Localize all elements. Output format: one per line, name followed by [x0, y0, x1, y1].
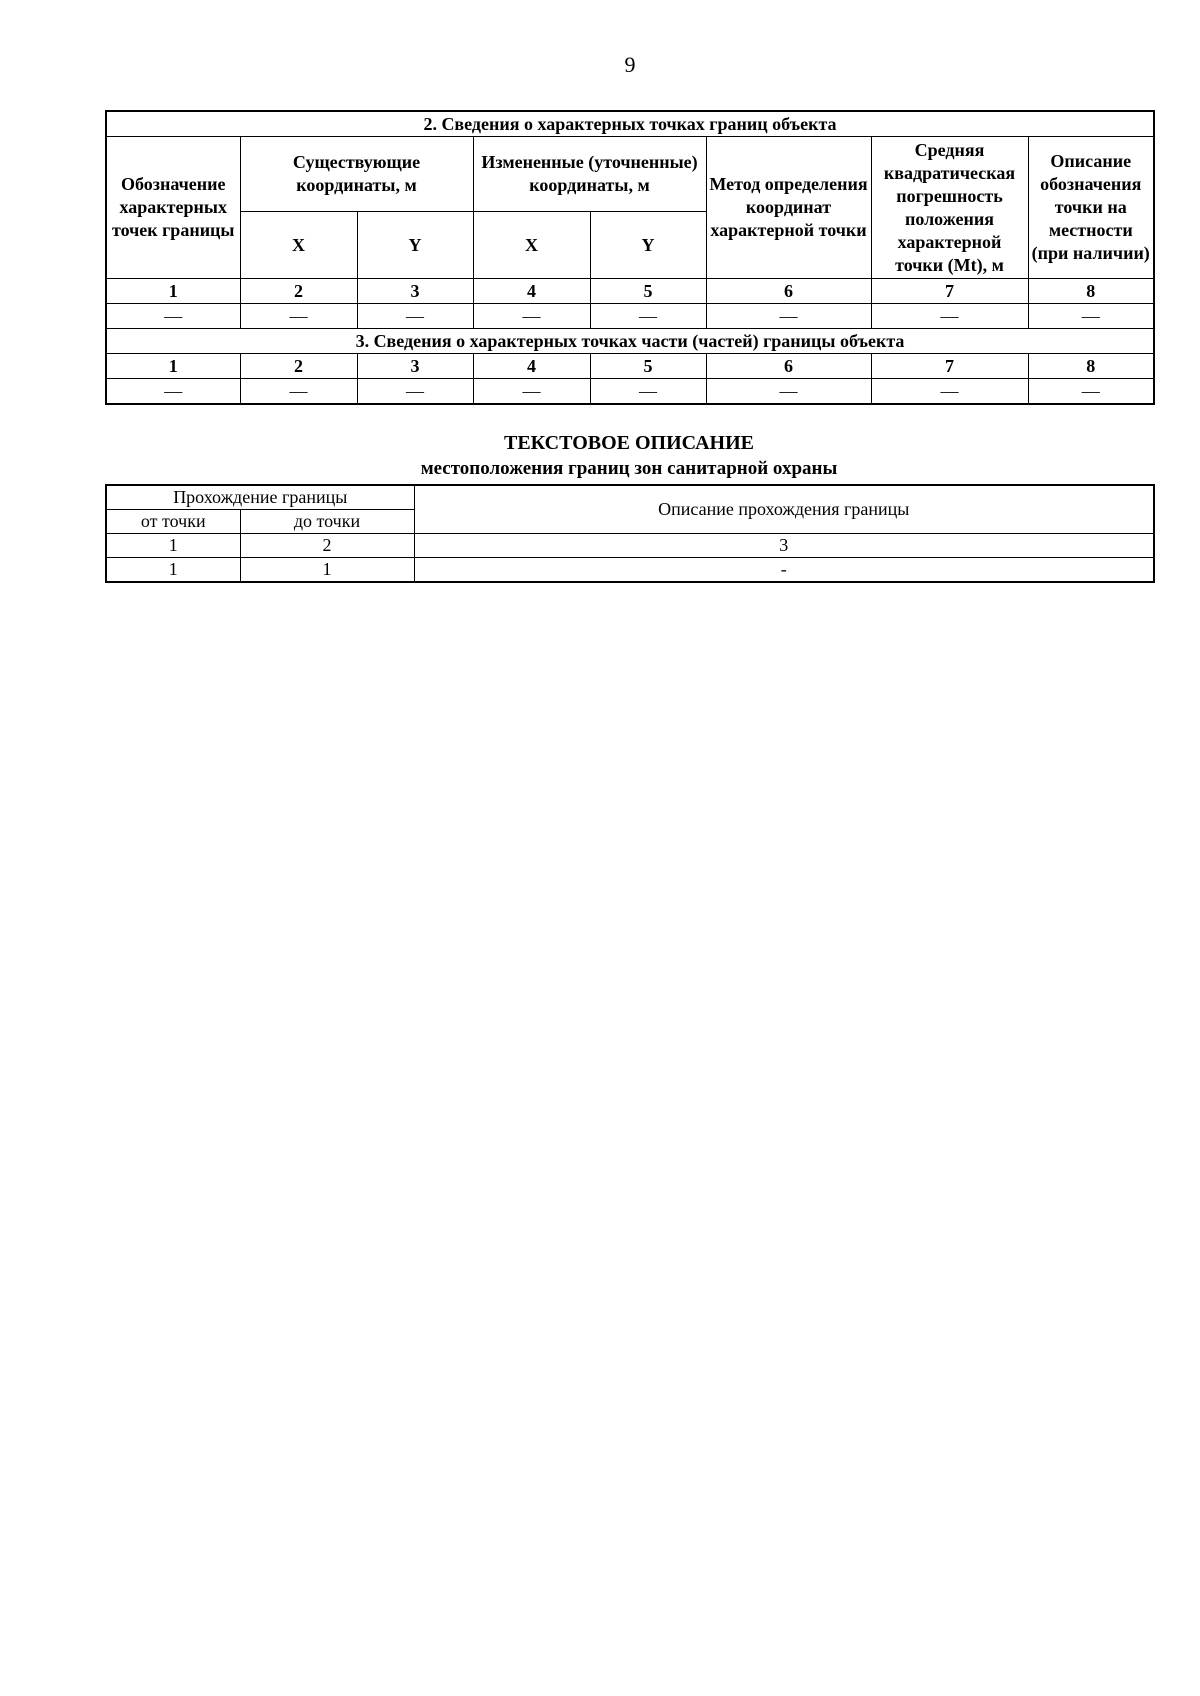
table-row	[106, 558, 1154, 583]
column-numbers-row	[106, 354, 1154, 379]
header-existing-x: X	[240, 212, 357, 279]
column-number: 1	[106, 534, 240, 558]
section2-title: 2. Сведения о характерных точках границ объекта	[106, 111, 1154, 137]
table-row	[106, 379, 1154, 405]
table-cell: —	[590, 379, 706, 405]
column-number: 1	[106, 279, 240, 304]
text-description-title: ТЕКСТОВОЕ ОПИСАНИЕ	[503, 432, 754, 454]
column-number: 1	[106, 354, 240, 379]
column-number: 2	[240, 534, 414, 558]
column-number: 6	[706, 279, 871, 304]
column-number: 5	[590, 354, 706, 379]
header-passage: Прохождение границы	[106, 485, 414, 510]
page-number: 9	[624, 52, 636, 77]
column-number: 3	[414, 534, 1154, 558]
column-number: 3	[357, 279, 473, 304]
header-passage-description: Описание прохождения границы	[414, 485, 1154, 534]
section3-title: 3. Сведения о характерных точках части (частей) границы объекта	[106, 329, 1154, 354]
table-cell: -	[414, 558, 1154, 583]
table-cell: 1	[240, 558, 414, 583]
header-to-point: до точки	[240, 510, 414, 534]
column-number: 8	[1028, 354, 1154, 379]
header-error: Средняя квадратическая погрешность положения характерной точки (Mt), м	[871, 137, 1028, 279]
column-number: 4	[473, 354, 590, 379]
header-changed-y: Y	[590, 212, 706, 279]
boundary-description-table	[105, 484, 1155, 583]
table-cell: —	[706, 304, 871, 329]
header-description: Описание обозначения точки на местности (при наличии)	[1028, 137, 1154, 279]
table-cell: —	[106, 379, 240, 405]
table-cell: —	[106, 304, 240, 329]
table-row	[106, 304, 1154, 329]
table-cell: 1	[106, 558, 240, 583]
table-cell: —	[871, 379, 1028, 405]
table-cell: —	[240, 304, 357, 329]
column-number: 2	[240, 279, 357, 304]
text-description-subtitle: местоположения границ зон санитарной охраны	[420, 458, 838, 479]
table-cell: —	[473, 304, 590, 329]
table-cell: —	[357, 379, 473, 405]
column-number: 3	[357, 354, 473, 379]
header-existing-y: Y	[357, 212, 473, 279]
table-cell: —	[590, 304, 706, 329]
header-existing-coords: Существующие координаты, м	[240, 137, 473, 212]
table-cell: —	[357, 304, 473, 329]
table-cell: —	[706, 379, 871, 405]
header-changed-coords: Измененные (уточненные) координаты, м	[473, 137, 706, 212]
column-number: 2	[240, 354, 357, 379]
column-number: 5	[590, 279, 706, 304]
column-numbers-row	[106, 534, 1154, 558]
header-method: Метод определения координат характерной точки	[706, 137, 871, 279]
header-designation: Обозначение характерных точек границы	[106, 137, 240, 279]
table-cell: —	[1028, 379, 1154, 405]
table-cell: —	[473, 379, 590, 405]
column-number: 7	[871, 354, 1028, 379]
column-number: 6	[706, 354, 871, 379]
table-cell: —	[1028, 304, 1154, 329]
header-from-point: от точки	[106, 510, 240, 534]
table-cell: —	[240, 379, 357, 405]
characteristic-points-table	[105, 110, 1155, 405]
column-numbers-row	[106, 279, 1154, 304]
column-number: 7	[871, 279, 1028, 304]
table-cell: —	[871, 304, 1028, 329]
header-changed-x: X	[473, 212, 590, 279]
column-number: 8	[1028, 279, 1154, 304]
column-number: 4	[473, 279, 590, 304]
